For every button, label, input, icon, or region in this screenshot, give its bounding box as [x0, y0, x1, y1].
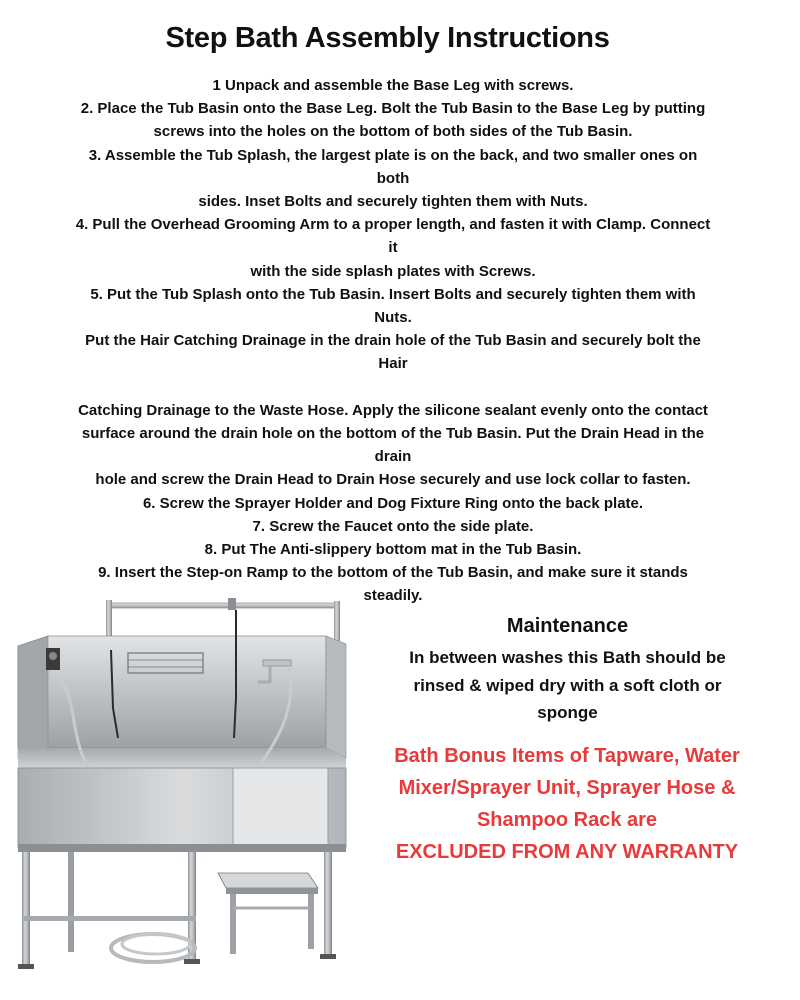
instruction-line: Catching Drainage to the Waste Hose. Apply the silicone sealant evenly onto the contact	[78, 401, 708, 419]
instruction-line: Put the Hair Catching Drainage in the drain hole of the Tub Basin and securely bolt the	[85, 332, 701, 350]
instruction-line: 9. Insert the Step-on Ramp to the bottom of the Tub Basin, and make sure it stands	[98, 564, 688, 582]
instruction-line: hole and screw the Drain Head to Drain Hose securely and use lock collar to fasten.	[95, 471, 691, 489]
maintenance-line: rinsed & wiped dry with a soft cloth or	[413, 675, 722, 695]
instruction-line: it	[388, 239, 398, 257]
instruction-line: 8. Put The Anti-slippery bottom mat in the Tub Basin.	[204, 541, 582, 559]
instruction-line: Hair	[378, 355, 408, 373]
maintenance-text	[370, 644, 765, 727]
instruction-line: Nuts.	[374, 309, 412, 327]
maintenance-line: In between washes this Bath should be	[409, 648, 726, 667]
instruction-line: screws into the holes on the bottom of both sides of the Tub Basin.	[153, 123, 633, 141]
warranty-line: Mixer/Sprayer Unit, Sprayer Hose &	[398, 777, 736, 799]
instruction-line: 6. Screw the Sprayer Holder and Dog Fixture Ring onto the back plate.	[142, 494, 644, 512]
instruction-line: 5. Put the Tub Splash onto the Tub Basin. Insert Bolts and securely tighten them with	[90, 285, 696, 303]
instruction-line: 4. Pull the Overhead Grooming Arm to a proper length, and fasten it with Clamp. Connect	[75, 216, 711, 234]
instruction-blank-line	[18, 376, 768, 399]
maintenance-line: sponge	[537, 703, 598, 722]
warranty-notice	[362, 740, 772, 868]
instruction-line: surface around the drain hole on the bottom of the Tub Basin. Put the Drain Head in the	[81, 425, 705, 443]
instruction-line: drain	[374, 448, 412, 466]
instruction-line: both	[376, 169, 410, 187]
warranty-line: Shampoo Rack are	[476, 809, 658, 831]
instruction-line: with the side splash plates with Screws.	[250, 262, 536, 280]
instruction-line: 3. Assemble the Tub Splash, the largest plate is on the back, and two smaller ones on	[88, 146, 698, 164]
warranty-line: Bath Bonus Items of Tapware, Water	[394, 745, 740, 767]
page-title: Step Bath Assembly Instructions	[165, 22, 610, 54]
assembly-instructions	[18, 74, 768, 608]
instruction-line: steadily.	[363, 587, 423, 605]
instruction-line: 2. Place the Tub Basin onto the Base Leg. Bolt the Tub Basin to the Base Leg by putting	[80, 100, 706, 118]
instruction-line: sides. Inset Bolts and securely tighten them with Nuts.	[198, 193, 588, 211]
maintenance-title: Maintenance	[506, 615, 629, 637]
warranty-line: EXCLUDED FROM ANY WARRANTY	[395, 841, 739, 863]
maintenance-section	[370, 615, 765, 727]
step-bath-product-image	[8, 598, 353, 990]
instruction-line: 1 Unpack and assemble the Base Leg with screws.	[212, 77, 574, 94]
instruction-line: 7. Screw the Faucet onto the side plate.	[252, 517, 534, 535]
